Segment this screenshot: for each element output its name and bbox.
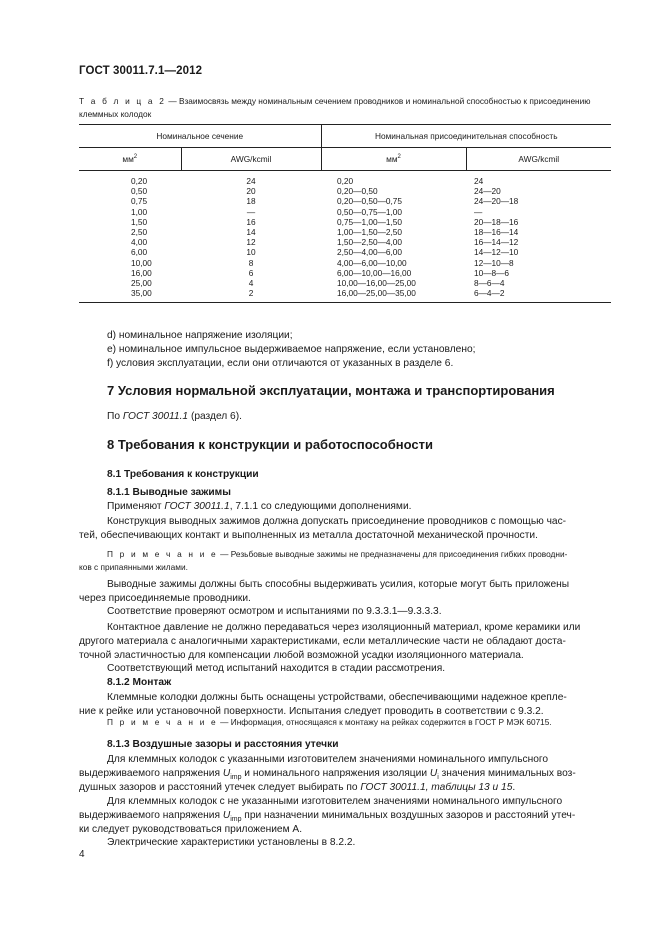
table-row — [79, 268, 611, 278]
cell-section-mm2: 35,00 — [79, 288, 181, 303]
group-header-connection-capacity: Номинальная присоединительная способность — [321, 125, 611, 148]
table-row — [79, 258, 611, 268]
cell-capacity-mm2: 10,00—16,00—25,00 — [337, 278, 416, 289]
sub-header-mm2-capacity: $мм^2$ — [321, 148, 466, 171]
paragraph-clearance-line3: душных зазоров и расстояний утечек следует выбирать по ГОСТ 30011.1, таблицы 13 и 15. — [79, 782, 516, 793]
table-row — [79, 196, 611, 206]
section-8-1-heading: 8.1 Требования к конструкции — [107, 469, 259, 480]
cell-capacity-awg: 16—14—12 — [474, 237, 519, 248]
cell-capacity-mm2: 0,50—0,75—1,00 — [337, 206, 403, 217]
paragraph-unspecified-line2: выдерживаемого напряжения $U_{imp}$ при назначении минимальных воздушных зазоров и расстояний утеч- — [79, 810, 576, 824]
cell-section-awg: 24 — [246, 176, 256, 186]
paragraph-mounting-line2: ние к рейке или установочной поверхности. Испытания следует проводить в соответствии с 9.3.2. — [79, 706, 544, 717]
cell-section-mm2: 0,20 — [131, 176, 148, 186]
cell-section-mm2: 0,75 — [131, 196, 148, 207]
note-1-prefix: П р и м е ч а н и е — [107, 549, 218, 559]
cell-section-awg: — — [246, 206, 256, 217]
conductor-table — [79, 124, 611, 303]
paragraph-method: Соответствующий метод испытаний находится в стадии рассмотрения. — [107, 663, 446, 674]
table-row — [79, 247, 611, 257]
table-caption-text: — Взаимосвязь между номинальным сечением проводников и номинальной способностью к присоединению клеммных колодок — [79, 96, 591, 119]
cell-capacity-awg: 6—4—2 — [466, 288, 611, 303]
cell-section-awg: 8 — [248, 257, 254, 268]
cell-section-mm2: 1,50 — [131, 216, 148, 227]
sub-header-awg-capacity: AWG/kcmil — [466, 148, 611, 171]
paragraph-check: Соответствие проверяют осмотром и испытаниями по 9.3.3.1—9.3.3.3. — [107, 606, 442, 617]
cell-section-awg: 18 — [246, 196, 256, 207]
section-8-heading: 8 Требования к конструкции и работоспособности — [107, 437, 433, 452]
cell-section-mm2: 1,00 — [131, 206, 148, 217]
cell-section-awg: 6 — [248, 267, 254, 278]
cell-capacity-mm2: 0,20—0,50—0,75 — [337, 196, 403, 207]
section-8-1-3-heading: 8.1.3 Воздушные зазоры и расстояния утечки — [107, 739, 339, 750]
section-8-1-2-heading: 8.1.2 Монтаж — [107, 677, 172, 688]
note-2-prefix: П р и м е ч а н и е — [107, 717, 218, 727]
gost-reference: ГОСТ 30011.1, таблицы 13 и 15 — [360, 782, 513, 793]
cell-section-mm2: 6,00 — [131, 247, 148, 258]
cell-capacity-mm2: 0,75—1,00—1,50 — [337, 216, 403, 227]
paragraph-unspecified-line1: Для клеммных колодок с не указанными изготовителем значениями номинального импульсного — [107, 796, 563, 807]
list-item-e: e) номинальное импульсное выдерживаемое напряжение, если установлено; — [107, 344, 476, 355]
paragraph-unspecified-line3: ки следует руководствоваться приложением А. — [79, 824, 303, 835]
table-row — [79, 227, 611, 237]
table-row — [79, 171, 611, 187]
paragraph-pressure-line1: Контактное давление не должно передаваться через изоляционный материал, кроме керамики или — [107, 622, 581, 633]
cell-capacity-awg: 14—12—10 — [474, 247, 519, 258]
cell-section-mm2: 16,00 — [131, 267, 152, 278]
table-caption — [79, 95, 609, 121]
cell-section-mm2: 2,50 — [131, 227, 148, 238]
list-item-f: f) условия эксплуатации, если они отличаются от указанных в разделе 6. — [107, 358, 454, 369]
table-row — [79, 237, 611, 247]
table-row — [79, 217, 611, 227]
paragraph-pressure-line2: другого материала с аналогичными характеристиками, если металлические части не обладают доста- — [79, 636, 566, 647]
cell-section-mm2: 10,00 — [131, 257, 152, 268]
paragraph-clearance-line1: Для клеммных колодок с указанными изготовителем значениями номинального импульсного — [107, 754, 549, 765]
table-sub-header — [79, 148, 611, 171]
cell-section-awg: 16 — [246, 216, 256, 227]
list-item-d: d) номинальное напряжение изоляции; — [107, 330, 293, 341]
paragraph-mounting-line1: Клеммные колодки должны быть оснащены устройствами, обеспечивающими надежное крепле- — [107, 692, 567, 703]
note-1: П р и м е ч а н и е — Резьбовые выводные зажимы не предназначены для присоединения гибких проводни- ков с припаянными жилами. — [79, 549, 568, 572]
table-row — [79, 186, 611, 196]
cell-capacity-awg: 24 — [474, 176, 484, 186]
paragraph-design-line2: тей, обеспечивающих контакт и выполненных из металла достаточной механической прочности. — [79, 530, 538, 541]
sub-header-awg: AWG/kcmil — [181, 148, 321, 171]
cell-section-awg: 12 — [246, 237, 256, 248]
table-row — [79, 288, 611, 303]
cell-section-mm2: 4,00 — [131, 237, 148, 248]
cell-capacity-awg: 24—20—18 — [474, 196, 519, 207]
cell-capacity-mm2: 2,50—4,00—6,00 — [337, 247, 403, 258]
paragraph-forces-line1: Выводные зажимы должны быть способны выдерживать усилия, которые могут быть приложены — [107, 579, 570, 590]
cell-section-awg: 10 — [246, 247, 256, 258]
cell-section-awg: 4 — [248, 278, 254, 289]
cell-capacity-mm2: 6,00—10,00—16,00 — [337, 267, 412, 278]
cell-section-awg: 20 — [246, 186, 256, 197]
table-row — [79, 207, 611, 217]
cell-capacity-awg: 10—8—6 — [474, 267, 510, 278]
cell-capacity-awg: 24—20 — [474, 186, 501, 197]
page-number: 4 — [79, 849, 85, 860]
cell-capacity-awg: — — [474, 206, 483, 217]
cell-section-mm2: 25,00 — [131, 278, 152, 289]
cell-capacity-mm2: 4,00—6,00—10,00 — [337, 257, 407, 268]
document-header: ГОСТ 30011.7.1—2012 — [79, 65, 203, 77]
cell-capacity-mm2: 0,20—0,50 — [337, 186, 378, 197]
cell-capacity-awg: 20—18—16 — [474, 216, 519, 227]
cell-capacity-mm2: 1,50—2,50—4,00 — [337, 237, 403, 248]
cell-capacity-awg: 12—10—8 — [474, 257, 514, 268]
paragraph-apply: Применяют ГОСТ 30011.1, 7.1.1 со следующими дополнениями. — [107, 501, 412, 512]
paragraph-design-line1: Конструкция выводных зажимов должна допускать присоединение проводников с помощью час- — [107, 516, 567, 527]
gost-reference: ГОСТ 30011.1 — [164, 501, 230, 512]
section-8-1-1-heading: 8.1.1 Выводные зажимы — [107, 487, 231, 498]
note-2: П р и м е ч а н и е — Информация, относящаяся к монтажу на рейках содержится в ГОСТ Р МЭК 60715. — [107, 717, 552, 727]
table-body — [79, 171, 611, 303]
cell-section-mm2: 0,50 — [131, 186, 148, 197]
paragraph-electrical: Электрические характеристики установлены в 8.2.2. — [107, 837, 356, 848]
table-caption-prefix: Т а б л и ц а 2 — [79, 96, 167, 106]
cell-capacity-mm2: 16,00—25,00—35,00 — [321, 288, 466, 303]
section-7-heading: 7 Условия нормальной эксплуатации, монтажа и транспортирования — [107, 383, 555, 398]
gost-reference: ГОСТ 30011.1 — [122, 411, 189, 422]
paragraph-forces-line2: через присоединяемые проводники. — [79, 593, 251, 604]
cell-capacity-mm2: 1,00—1,50—2,50 — [337, 227, 403, 238]
paragraph-pressure-line3: точной эластичностью для компенсации любой возможной усадки изоляционного материала. — [79, 650, 524, 661]
cell-capacity-awg: 18—16—14 — [474, 227, 519, 238]
cell-section-awg: 2 — [181, 288, 321, 303]
cell-capacity-mm2: 0,20 — [337, 176, 354, 186]
section-7-text: По ГОСТ 30011.1 (раздел 6). — [107, 411, 242, 422]
table-group-header — [79, 125, 611, 148]
group-header-nominal-section: Номинальное сечение — [79, 125, 321, 148]
paragraph-clearance-line2: выдерживаемого напряжения $U_{imp}$ и номинального напряжения изоляции $U_i$ значения минимальных воз- — [79, 768, 576, 782]
sub-header-mm2: $мм^2$ — [79, 148, 181, 171]
cell-capacity-awg: 8—6—4 — [474, 278, 505, 289]
cell-section-awg: 14 — [246, 227, 256, 238]
table-row — [79, 278, 611, 288]
